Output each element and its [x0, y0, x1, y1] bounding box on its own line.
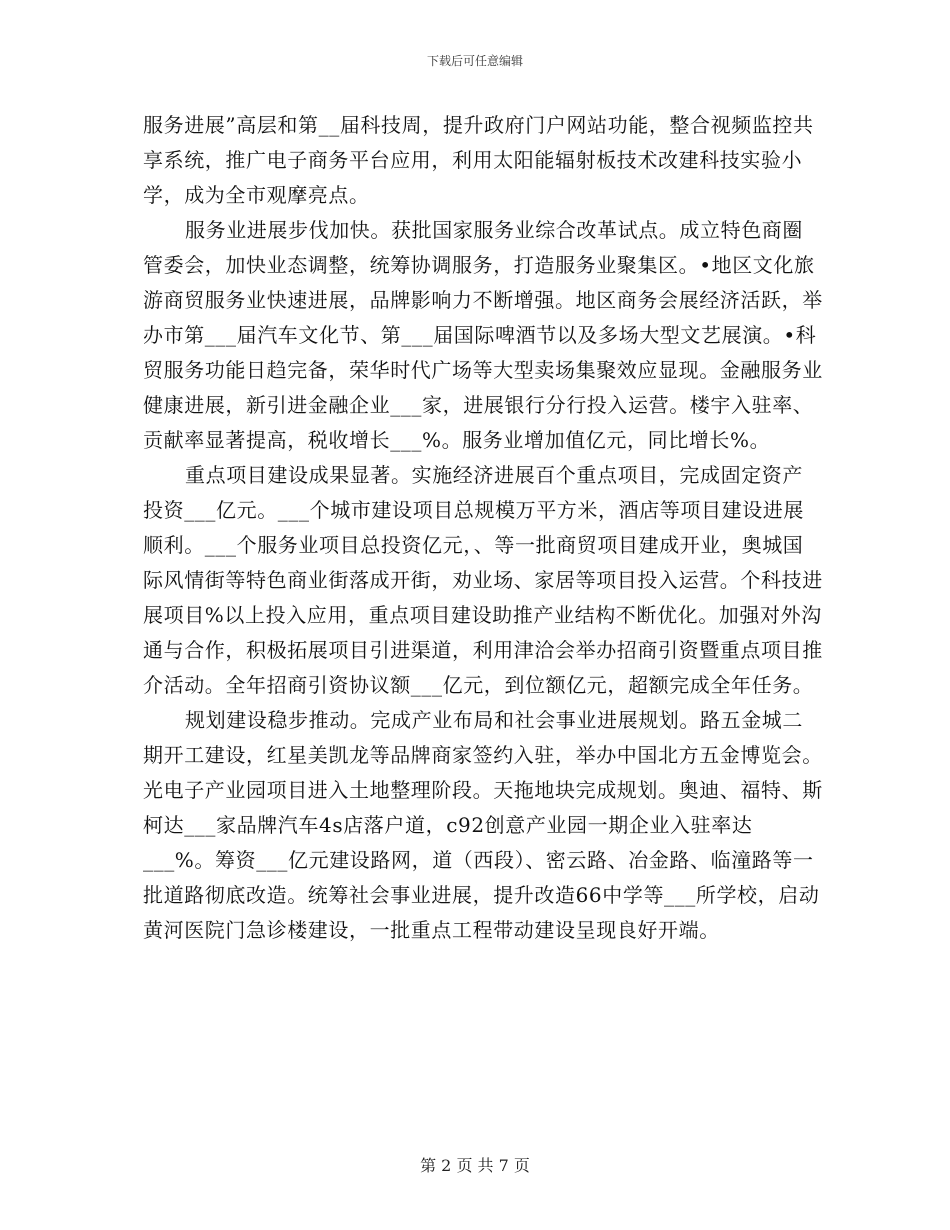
paragraph-key-projects: 重点项目建设成果显著。实施经济进展百个重点项目，完成固定资产投资___亿元。___个城市建设项目总规模万平方米，酒店等项目建设进展顺利。___个服务业项目总投资亿元，、等一批商贸项目建成开业，奥城国际风情街等特色商业街落成开街，劝业场、家居等项目投入运营。个科技进展项目%以上投入应用，重点项目建设助推产业结构不断优化。加强对外沟通与合作，积极拓展项目引进渠道，利用津洽会举办招商引资暨重点项目推介活动。全年招商引资协议额___亿元，到位额亿元，超额完成全年任务。 [143, 463, 823, 697]
paragraph-planning-construction: 规划建设稳步推动。完成产业布局和社会事业进展规划。路五金城二期开工建设，红星美凯龙等品牌商家签约入驻，举办中国北方五金博览会。光电子产业园项目进入土地整理阶段。天拖地块完成规划。奥迪、福特、斯柯达___家品牌汽车4s店落户道，c92创意产业园一期企业入驻率达___%。筹资___亿元建设路网，道（西段）、密云路、冶金路、临潼路等一批道路彻底改造。统筹社会事业进展，提升改造66中学等___所学校，启动黄河医院门急诊楼建设，一批重点工程带动建设呈现良好开端。 [143, 708, 823, 942]
paragraph-service-industry: 服务业进展步伐加快。获批国家服务业综合改革试点。成立特色商圈管委会，加快业态调整，统筹协调服务，打造服务业聚集区。•地区文化旅游商贸服务业快速进展，品牌影响力不断增强。地区商务会展经济活跃，举办市第___届汽车文化节、第___届国际啤酒节以及多场大型文艺展演。•科贸服务功能日趋完备，荣华时代广场等大型卖场集聚效应显现。金融服务业健康进展，新引进金融企业___家，进展银行分行投入运营。楼宇入驻率、贡献率显著提高，税收增长___%。服务业增加值亿元，同比增长%。 [143, 218, 823, 452]
document-body [143, 108, 823, 948]
page-footer: 第 2 页 共 7 页 [420, 1156, 530, 1175]
page-header: 下载后可任意编辑 [426, 54, 523, 68]
paragraph-continuation: 服务进展”高层和第__届科技周，提升政府门户网站功能，整合视频监控共享系统，推广电子商务平台应用，利用太阳能辐射板技术改建科技实验小学，成为全市观摩亮点。 [143, 113, 814, 207]
